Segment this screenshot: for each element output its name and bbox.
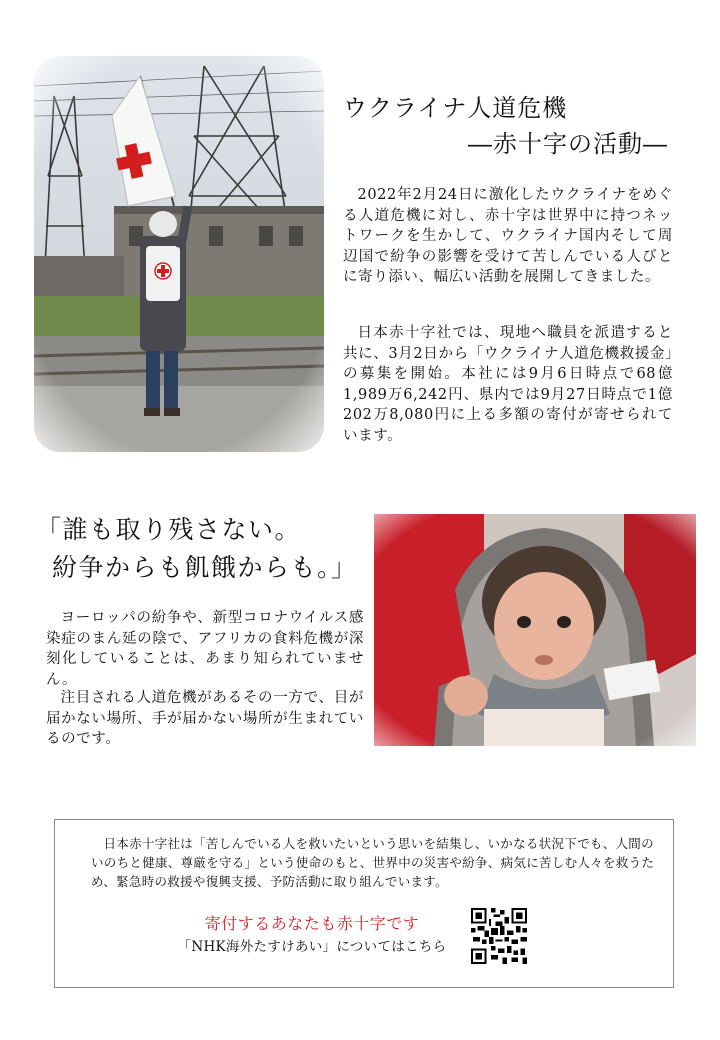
section2-quote-line2: 紛争からも飢餓からも。」 [52, 553, 358, 582]
mission-statement: 日本赤十字社は「苦しんでいる人を救いたいという思いを結集し、いかなる状況下でも、人間のいのちと健康、尊厳を守る」という使命のもと、世界中の災害や紛争、病気に苦しむ人々を救うため、緊急時の救援や復興支援、予防活動に取り組んでいます。 [91, 836, 655, 889]
donation-cta[interactable] [167, 912, 457, 958]
section1-paragraph1: 2022年2月24日に激化したウクライナをめぐる人道危機に対し、赤十字は世界中に持つネットワークを生かして、ウクライナ国内そして周辺国で紛争の影響を受けて苦しんでいる人びとに寄り添い、幅広い活動を展開してきました。 [343, 187, 673, 285]
section1-title-line1: ウクライナ人道危機 [343, 94, 568, 122]
section1-paragraph2: 日本赤十字社では、現地へ職員を派遣すると共に、3月2日から「ウクライナ人道危機救援金」の募集を開始。本社には9月6日時点で68億1,989万6,242円、県内では9月27日時点で1億202万8,080円に上る多額の寄付が寄せられています。 [343, 325, 673, 444]
red-cross-worker-photo [34, 56, 324, 452]
section1-title-line2: ―赤十字の活動― [468, 130, 668, 158]
mission-info-box [54, 819, 674, 988]
section2-paragraph1: ヨーロッパの紛争や、新型コロナウイルス感染症のまん延の陰で、アフリカの食料危機が深刻化していることは、あまり知られていません。 [46, 610, 364, 688]
section2-paragraph2: 注目される人道危機があるその一方で、目が届かない場所、手が届かない場所が生まれているのです。 [46, 690, 364, 747]
qr-code-icon[interactable] [471, 908, 527, 964]
child-photo [374, 514, 696, 746]
section2-quote-line1: 「誰も取り残さない。 [36, 515, 302, 544]
nhk-link-text[interactable]: 「NHK海外たすけあい」についてはこちら [177, 939, 447, 955]
donation-cta-headline: 寄付するあなたも赤十字です [204, 914, 420, 933]
